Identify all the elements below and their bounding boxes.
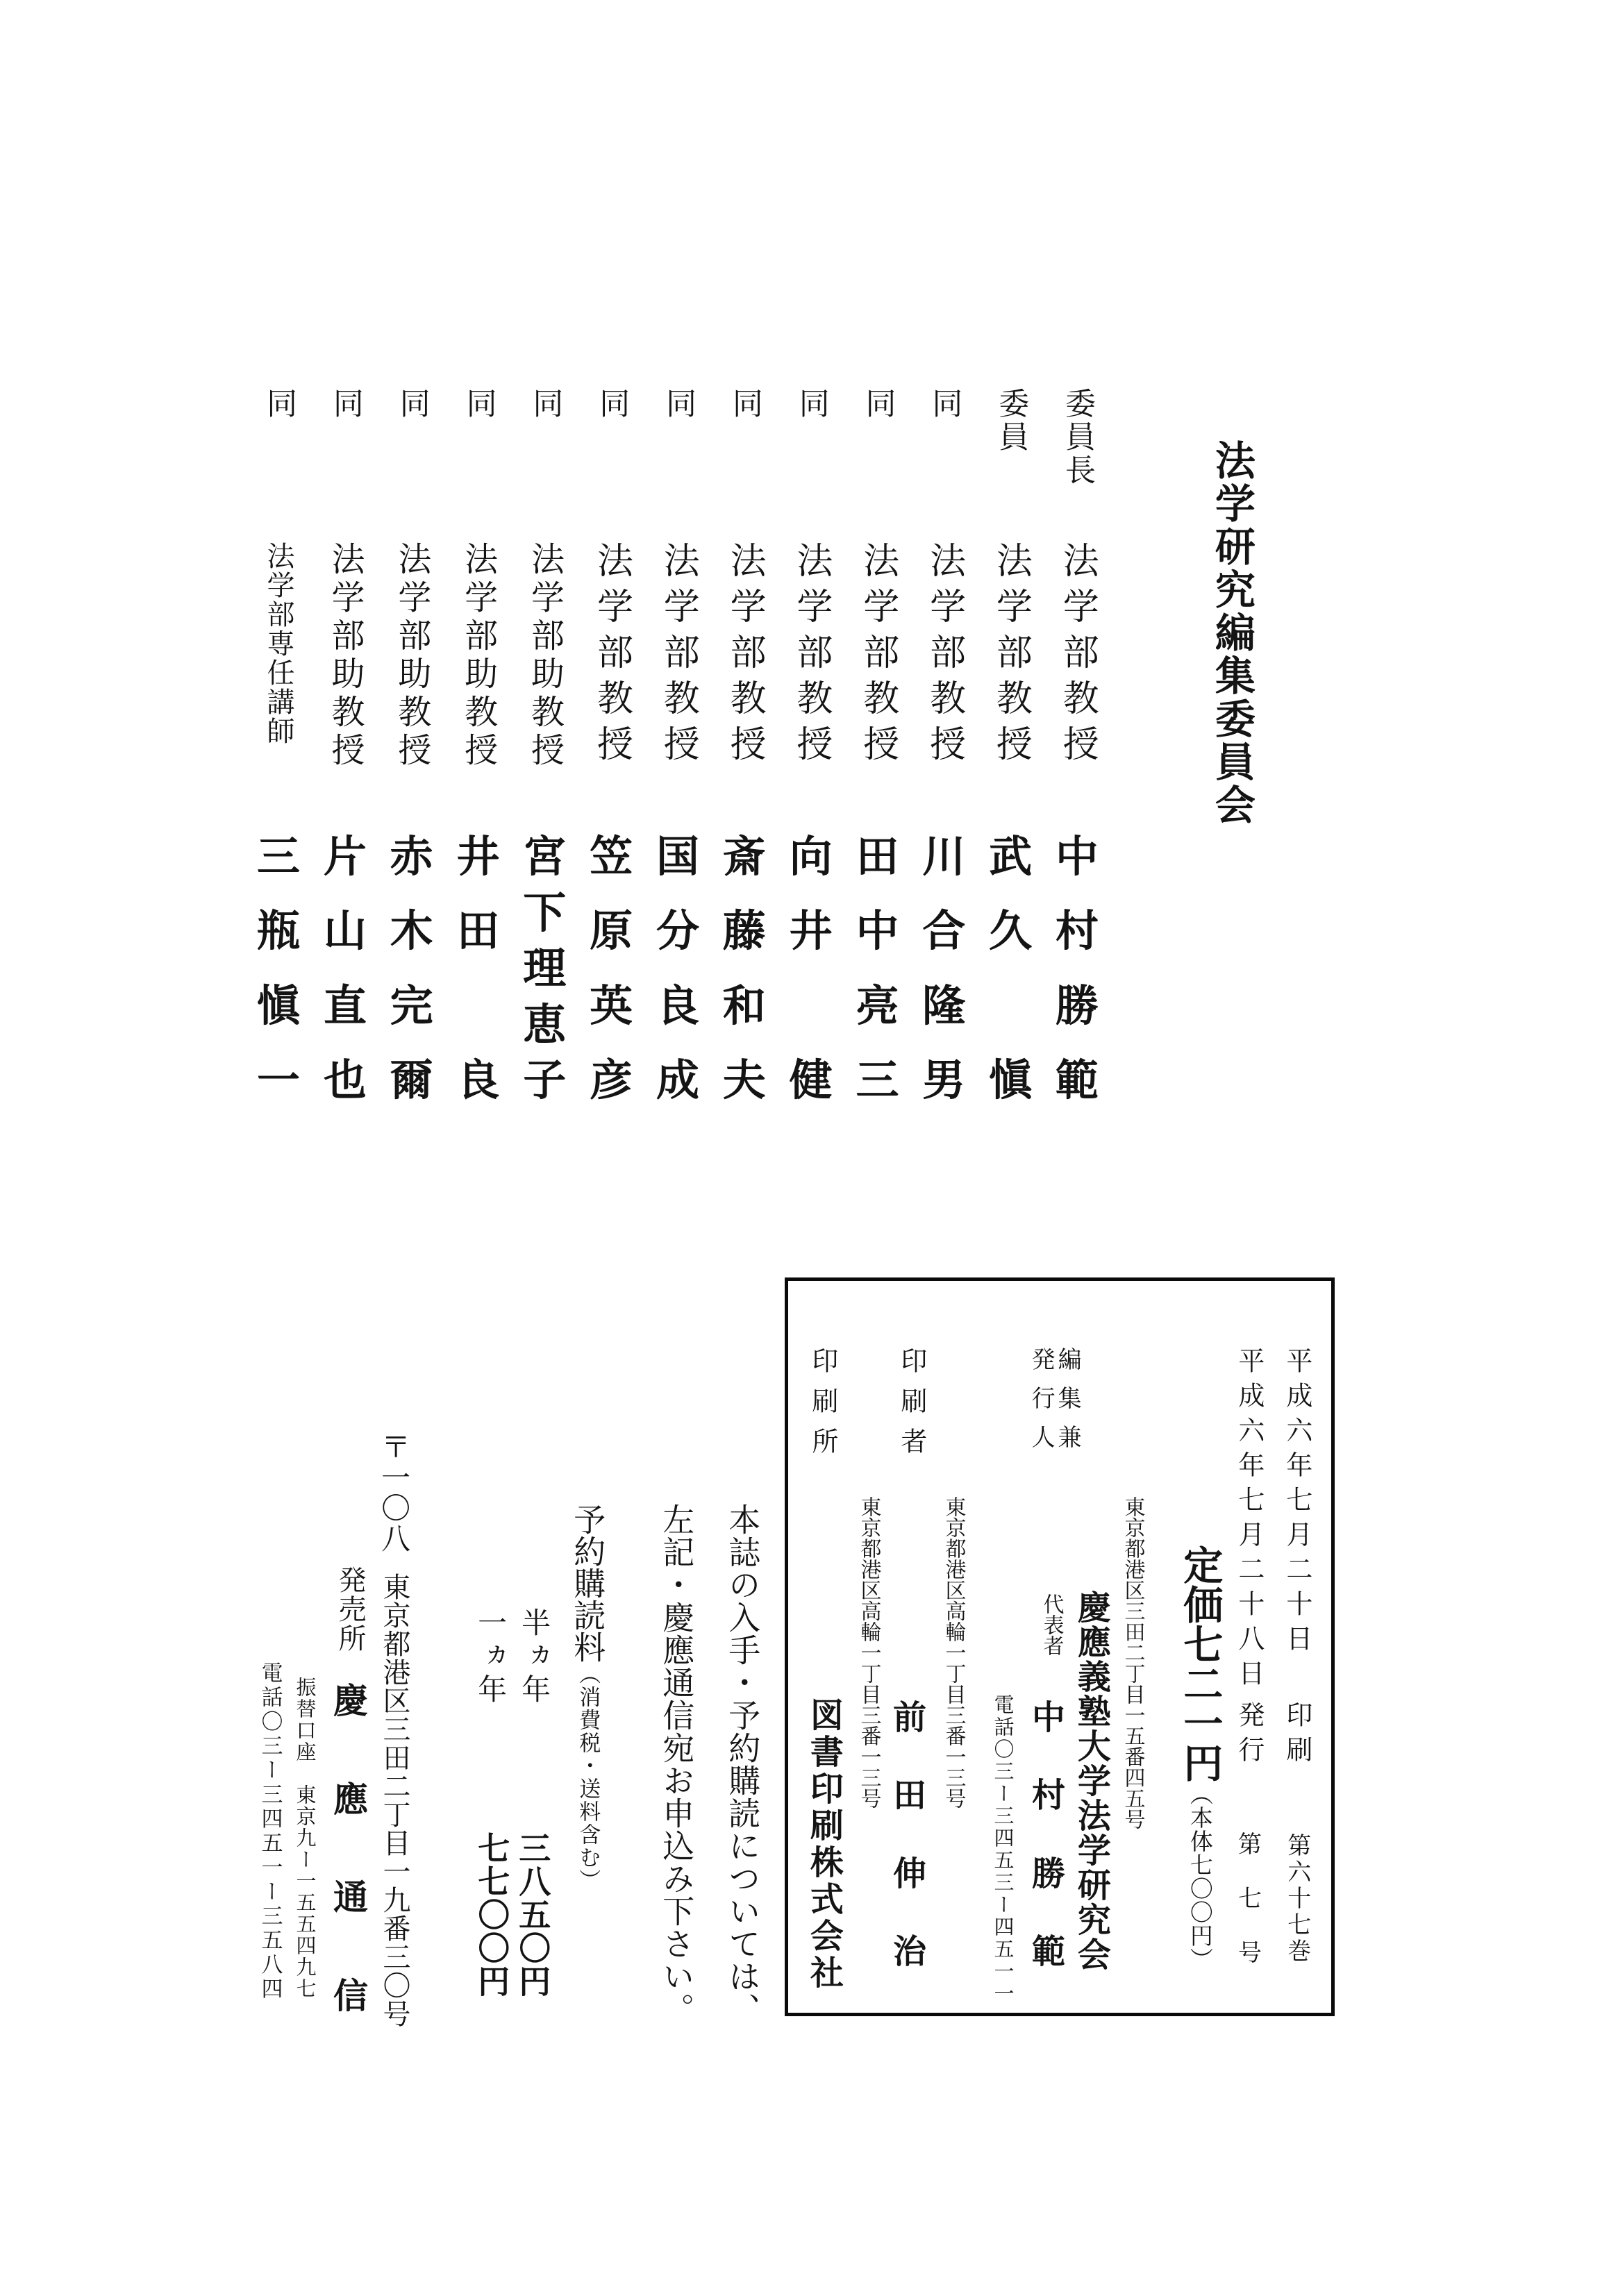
publisher-phone: 電話〇三ー三四五三ー四五一一: [991, 1694, 1015, 2005]
seller-address: 東京都港区三田二丁目一九番三〇号: [378, 1573, 410, 2028]
half-year-price: 三八五〇円: [514, 1832, 552, 1998]
member-position: 法学部助教授: [525, 542, 565, 771]
member-position: 法学部教授: [724, 542, 766, 771]
member-name: 向 井 健: [789, 831, 833, 1105]
member-position: 法学部教授: [856, 542, 899, 771]
member-role: 同: [460, 387, 497, 421]
full-year-label: 一ヵ年: [474, 1607, 508, 1707]
member-role: 同: [793, 387, 829, 421]
seller-label: 発売所: [334, 1566, 366, 1653]
half-year-label: 半ヵ年: [517, 1607, 552, 1707]
member-name: 中 村 勝 範: [1055, 831, 1099, 1105]
member-position: 法学部教授: [590, 542, 633, 771]
printer-company-label: 印刷所: [807, 1347, 838, 1468]
print-label: 印刷: [1281, 1701, 1312, 1770]
subscription-fee-label: [569, 1503, 607, 1892]
member-role: 同: [926, 387, 962, 421]
committee-member: [522, 387, 567, 1113]
full-year-price: 七七〇〇円: [473, 1832, 511, 1998]
member-role: 同: [660, 387, 697, 421]
committee-member: [1054, 387, 1100, 1113]
committee-member: [788, 387, 834, 1113]
price-note: （本体七〇〇円）: [1186, 1782, 1214, 1971]
printer-company-name: 図書印刷株式会社: [804, 1698, 844, 1992]
member-name: 宮 下 理 恵 子: [523, 831, 567, 1105]
member-role: 委員長: [1060, 387, 1096, 487]
committee-title: 法学研究編集委員会: [1208, 439, 1256, 827]
member-name: 斎 藤 和 夫: [722, 831, 766, 1105]
volume-number: 第六十七巻: [1283, 1833, 1311, 1965]
issue-label: 発行: [1233, 1701, 1265, 1770]
member-name: 三 瓶 愼 一: [256, 831, 300, 1105]
member-name: 武 久 愼: [989, 831, 1033, 1105]
ordering-notice-line1: 本誌の入手・予約購読については、: [724, 1503, 762, 2025]
committee-member: [588, 387, 634, 1113]
ordering-notice-line2: 左記・慶應通信宛お申込み下さい。: [658, 1503, 696, 2025]
member-name: 笠 原 英 彦: [590, 831, 633, 1105]
postal-code: 〒一〇八: [377, 1432, 412, 1554]
printer-person-name: 前 田 伸 治: [892, 1698, 926, 1971]
member-name: 国 分 良 成: [656, 831, 699, 1105]
member-name: 片 山 直 也: [323, 831, 367, 1105]
seller-phone: 電話〇三ー三四五一ー三五八四: [257, 1661, 283, 2002]
committee-member: [722, 387, 767, 1113]
committee-member: [389, 387, 435, 1113]
price: [1176, 1545, 1224, 1971]
member-position: 法学部助教授: [326, 542, 365, 771]
print-date: 平成六年七月二十日: [1281, 1347, 1312, 1659]
representative-name: 中 村 勝 範: [1031, 1698, 1065, 1971]
member-role: 同: [726, 387, 762, 421]
member-name: 川 合 隆 男: [922, 831, 966, 1105]
committee-member: [854, 387, 900, 1113]
transfer-account: 振替口座 東京九ー一五五四九七: [293, 1677, 317, 2000]
printer-person-address: 東京都港区高輪一丁目三番一三号: [941, 1496, 966, 1809]
member-role: 同: [594, 387, 630, 421]
member-position: 法学部専任講師: [262, 542, 294, 746]
publisher-address: 東京都港区三田二丁目一五番四五号: [1120, 1496, 1145, 1829]
committee-member-list: [256, 387, 1100, 1113]
member-role: 同: [394, 387, 430, 421]
member-role: 同: [261, 387, 297, 421]
colophon-box: [785, 1277, 1335, 2016]
committee-member: [987, 387, 1033, 1113]
member-position: 法学部教授: [657, 542, 699, 771]
member-role: 委員: [993, 387, 1029, 454]
printer-person-label: 印刷者: [896, 1347, 927, 1468]
member-position: 法学部助教授: [392, 542, 431, 771]
member-position: 法学部教授: [923, 542, 965, 771]
member-position: 法学部助教授: [458, 542, 498, 771]
member-position: 法学部教授: [990, 542, 1032, 771]
publisher-label: 編集兼発行人: [1027, 1347, 1082, 1464]
member-position: 法学部教授: [790, 542, 832, 771]
publisher-organization: 慶應義塾大学法学研究会: [1071, 1590, 1111, 1972]
member-role: 同: [527, 387, 563, 421]
committee-member: [256, 387, 301, 1113]
member-name: 赤 木 完 爾: [390, 831, 433, 1105]
issue-date: 平成六年七月二十八日: [1233, 1347, 1265, 1694]
subscription-label-note: （消費税・送料含む）: [575, 1663, 601, 1892]
subscription-label-main: 予約購読料: [569, 1503, 607, 1663]
seller-name: 慶 應 通 信: [333, 1680, 368, 2016]
committee-member: [455, 387, 501, 1113]
member-name: 井 田 良: [456, 831, 500, 1105]
committee-member: [921, 387, 967, 1113]
member-role: 同: [860, 387, 896, 421]
printer-company-address: 東京都港区高輪一丁目三番一三号: [856, 1496, 881, 1809]
price-main: 定価七二一円: [1176, 1545, 1224, 1782]
committee-member: [322, 387, 368, 1113]
member-role: 同: [327, 387, 363, 421]
member-name: 田 中 亮 三: [856, 831, 899, 1105]
member-position: 法学部教授: [1056, 542, 1099, 771]
representative-label: 代表者: [1039, 1593, 1064, 1656]
committee-member: [655, 387, 701, 1113]
issue-number: 第 七 号: [1238, 1831, 1262, 1967]
